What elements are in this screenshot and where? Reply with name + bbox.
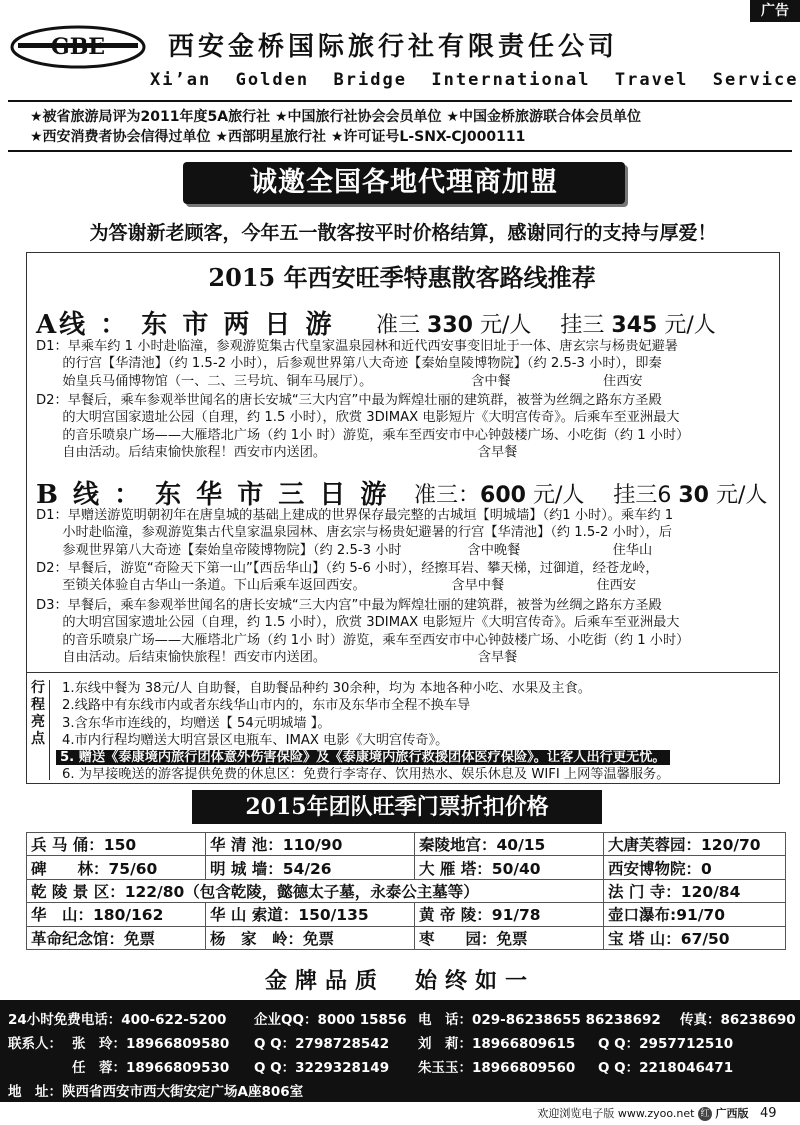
svg-text:GBE: GBE: [50, 34, 106, 60]
table-cell: 壶口瀑布:91/70: [604, 903, 786, 926]
highlight-item-insurance: 5. 赠送《泰康境内旅行团体意外伤害保险》及《泰康境内旅行救援团体医疗保险》。让客人出行更无忧。: [56, 750, 670, 765]
contact-label: 联系人：: [8, 1036, 62, 1052]
highlights-list: [62, 680, 670, 784]
divider: [26, 672, 778, 673]
table-cell: 碑 林：75/60: [27, 856, 206, 879]
highlight-item: 3.含东华市连线的，均赠送【 54元明城墙 】。: [62, 715, 331, 731]
contact-qq: Q Q：2218046471: [598, 1060, 734, 1076]
ticket-title: 2015年团队旺季门票折扣价格: [192, 790, 602, 824]
table-cell: 枣 园：免票: [415, 926, 604, 949]
contact-qq: Q Q：2957712510: [598, 1036, 734, 1052]
contact-phone: 朱玉玉：18966809560: [418, 1060, 576, 1076]
table-cell: 明 城 墙：54/26: [206, 856, 415, 879]
routes-title: 2015 年西安旺季特惠散客路线推荐: [208, 263, 596, 292]
table-cell: 杨 家 岭：免票: [206, 926, 415, 949]
table-cell: 华 山 索道：150/135: [206, 903, 415, 926]
contact-qq: Q Q：2798728542: [254, 1036, 390, 1052]
line-a-title: A线 ： 东 市 两 日 游: [36, 310, 335, 340]
line-b-day-2: D2：早餐后，游览“奇险天下第一山”【西岳华山】（约 5-6 小时），经擦耳岩、攀天梯，过御道，经苍龙岭， 至锁关体验自古华山一条道。下山后乘车返回西安。 含早中餐 住西安: [36, 561, 659, 594]
company-name-en: Xi’an Golden Bridge International Travel Service: [150, 70, 799, 90]
table-row: [27, 856, 786, 879]
table-cell: 革命纪念馆：免票: [27, 926, 206, 949]
table-cell: 秦陵地宫：40/15: [415, 833, 604, 856]
edition-label: 广西版: [715, 1107, 749, 1120]
contact-phone: 任 蓉：18966809530: [72, 1060, 230, 1076]
line-b-title: B 线 ： 东 华 市 三 日 游: [36, 480, 390, 510]
page-footer: [0, 1105, 800, 1121]
table-cell: 兵 马 俑：150: [27, 833, 206, 856]
line-b-day-1: D1：早赠送游览明朝初年在唐皇城的基础上建成的世界保存最完整的古城垣【明城墙】（约1 小时）。乘车约 1 小时赴临潼，参观游览集古代皇家温泉园林、唐玄宗与杨贵妃避暑的行宫【华清池】（约 1.5-2 小时），后 参观世界第八大奇迹【秦始皇帝陵博物院】（约 2.5-3 小时 含中晚餐 住华山: [36, 508, 674, 558]
highlight-item: 6. 为早接晚送的游客提供免费的休息区：免费行李寄存、饮用热水、娱乐休息及 WIFI 上网等温馨服务。: [62, 767, 670, 783]
badge-icon: 红: [698, 1107, 712, 1121]
divider: [8, 150, 792, 152]
line-a-price: 准三 330 元/人 挂三 345 元/人: [376, 313, 716, 338]
table-row: [27, 879, 786, 902]
contact-qq: Q Q：3229328149: [254, 1060, 390, 1076]
ticket-table: [26, 832, 786, 950]
table-cell: 宝 塔 山：67/50: [604, 926, 786, 949]
ad-tag: 广告: [750, 0, 800, 22]
address: 地 址：陕西省西安市西大街安定广场A座806室: [8, 1084, 304, 1100]
honor-line-1: ★被省旅游局评为2011年度5A旅行社 ★中国旅行社协会会员单位 ★中国金桥旅游联合体会员单位: [30, 109, 641, 125]
table-cell: 法 门 寺：120/84: [604, 879, 786, 902]
company-logo: [8, 24, 148, 70]
site-text: 欢迎浏览电子版 www.zyoo.net: [537, 1107, 695, 1120]
agent-banner: 诚邀全国各地代理商加盟: [183, 162, 625, 204]
line-a-day-2: D2：早餐后，乘车参观举世闻名的唐长安城“三大内宫”中最为辉煌壮丽的建筑群，被誉为丝绸之路东方圣殿 的大明宫国家遗址公园（自理，约 1.5 小时），欣赏 3DIMAX 电影短片《大明宫传奇》。后乘车至亚洲最大 的音乐喷泉广场——大雁塔北广场（约 1小 时）游览，乘车至西安市中心钟鼓楼广场、小吃街（约 1 小时） 自由活动。后结束愉快旅程！西安市内送团。 含早餐: [36, 393, 690, 460]
page-number: 49: [759, 1106, 777, 1121]
contact-phone: 刘 莉：18966809615: [418, 1036, 576, 1052]
table-cell: 西安博物院：0: [604, 856, 786, 879]
honor-line-2: ★西安消费者协会信得过单位 ★西部明星旅行社 ★许可证号L-SNX-CJ000111: [30, 129, 526, 145]
company-name-cn: 西安金桥国际旅行社有限责任公司: [168, 32, 619, 62]
table-row: [27, 833, 786, 856]
table-cell: 华 山：180/162: [27, 903, 206, 926]
line-b-day-3: D3：早餐后，乘车参观举世闻名的唐长安城“三大内宫”中最为辉煌壮丽的建筑群，被誉为丝绸之路东方圣殿 的大明宫国家遗址公园（自理，约 1.5 小时），欣赏 3DIMAX 电影短片《大明宫传奇》。后乘车至亚洲最大 的音乐喷泉广场——大雁塔北广场（约 1小 时）游览，乘车至西安市中心钟鼓楼广场、小吃街（约 1 小时） 自由活动。后结束愉快旅程！西安市内送团。 含早餐: [36, 598, 690, 665]
office-phone: 电 话：029-86238655 86238692: [418, 1012, 661, 1028]
line-b-price: 准三：600 元/人 挂三6 30 元/人: [414, 483, 768, 508]
table-cell: 大唐芙蓉园：120/70: [604, 833, 786, 856]
fax: 传真：86238690: [680, 1012, 796, 1028]
table-row: [27, 926, 786, 949]
table-cell: 黄 帝 陵：91/78: [415, 903, 604, 926]
company-qq: 企业QQ：8000 15856: [254, 1012, 407, 1028]
table-cell: 华 清 池：110/90: [206, 833, 415, 856]
slogan: 为答谢新老顾客，今年五一散客按平时价格结算，感谢同行的支持与厚爱！: [89, 222, 717, 244]
gold-slogan: 金牌品质 始终如一: [264, 968, 535, 994]
line-a-day-1: D1：早乘车约 1 小时赴临潼，参观游览集古代皇家温泉园林和近代西安事变旧址于一体、唐玄宗与杨贵妃避暑 的行宫【华清池】（约 1.5-2 小时），后参观世界第八大奇迹【秦始皇陵博物院】（约 2.5-3 小时），即秦 始皇兵马俑博物馆（一、二、三号坑、铜车马展厅）。 含中餐 住西安: [36, 339, 678, 389]
table-row: [27, 903, 786, 926]
contact-footer: [0, 1000, 800, 1102]
table-cell: 大 雁 塔：50/40: [415, 856, 604, 879]
highlights-label: 行程亮点: [27, 680, 50, 780]
divider: [8, 100, 792, 102]
contact-phone: 张 玲：18966809580: [72, 1036, 230, 1052]
highlight-item: 4.市内行程均赠送大明宫景区电瓶车、IMAX 电影《大明宫传奇》。: [62, 732, 449, 748]
highlight-item: 1.东线中餐为 38元/人 自助餐，自助餐品种约 30余种，均为 本地各种小吃、水果及主食。: [62, 681, 591, 696]
hotline: 24小时免费电话：400-622-5200: [8, 1012, 227, 1028]
highlight-item: 2.线路中有东线市内或者东线华山市内的，东市及东华市全程不换车导: [62, 698, 471, 714]
table-cell: 乾 陵 景 区：122/80（包含乾陵，懿德太子墓，永泰公主墓等）: [27, 879, 604, 902]
